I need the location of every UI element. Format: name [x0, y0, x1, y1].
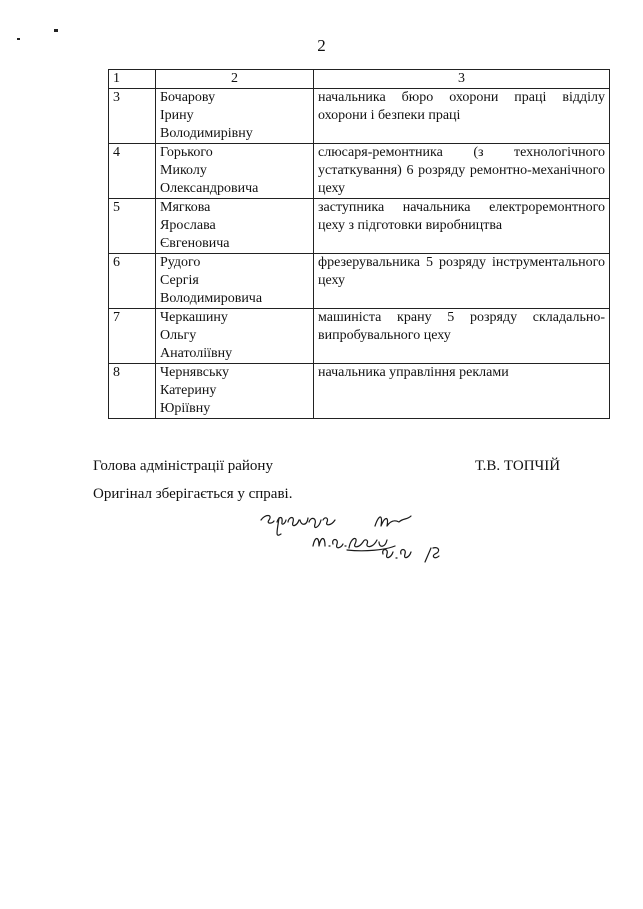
column-header: 2	[156, 70, 314, 89]
patronymic: Юріївну	[160, 401, 211, 416]
position: слюсаря-ремонтника (з технологічного устаткування) 6 розряду ремонтно-механічного цеху	[314, 144, 610, 199]
row-number: 5	[109, 199, 156, 254]
first-name: Миколу	[160, 163, 207, 178]
row-number: 4	[109, 144, 156, 199]
first-name: Катерину	[160, 383, 217, 398]
position: машиніста крану 5 розряду складально-випробувального цеху	[314, 309, 610, 364]
surname: Бочарову	[160, 90, 216, 105]
surname: Рудого	[160, 255, 201, 270]
person-name	[156, 364, 314, 419]
page-number: 2	[317, 36, 326, 55]
signatory-name: Т.В. ТОПЧІЙ	[475, 458, 561, 474]
position: начальника управління реклами	[314, 364, 610, 419]
first-name: Сергія	[160, 273, 199, 288]
surname: Мягкова	[160, 200, 211, 215]
column-header: 1	[109, 70, 156, 89]
first-name: Ольгу	[160, 328, 197, 343]
table-row	[109, 199, 610, 254]
surname: Чернявську	[160, 365, 229, 380]
position: заступника начальника електроремонтного цеху з підготовки виробництва	[314, 199, 610, 254]
first-name: Ярослава	[160, 218, 216, 233]
patronymic: Євгеновича	[160, 236, 230, 251]
signatory-title: Голова адміністрації району	[93, 458, 273, 474]
appointments-table	[108, 69, 610, 419]
table-row	[109, 364, 610, 419]
person-name	[156, 144, 314, 199]
position: начальника бюро охорони праці відділу охорони і безпеки праці	[314, 89, 610, 144]
patronymic: Олександровича	[160, 181, 259, 196]
surname: Горького	[160, 145, 213, 160]
person-name	[156, 89, 314, 144]
table-row	[109, 254, 610, 309]
row-number: 6	[109, 254, 156, 309]
table-header-row	[109, 70, 610, 89]
table-row	[109, 144, 610, 199]
position: фрезерувальника 5 розряду інструментального цеху	[314, 254, 610, 309]
first-name: Ірину	[160, 108, 194, 123]
patronymic: Володимирівну	[160, 126, 253, 141]
person-name	[156, 199, 314, 254]
row-number: 3	[109, 89, 156, 144]
person-name	[156, 309, 314, 364]
scan-speck	[54, 29, 58, 32]
table-row	[109, 89, 610, 144]
surname: Черкашину	[160, 310, 228, 325]
handwritten-certification	[255, 506, 455, 566]
person-name	[156, 254, 314, 309]
column-header: 3	[314, 70, 610, 89]
patronymic: Анатоліївну	[160, 346, 233, 361]
original-note: Оригінал зберігається у справі.	[93, 486, 293, 502]
table-row	[109, 309, 610, 364]
patronymic: Володимировича	[160, 291, 263, 306]
row-number: 8	[109, 364, 156, 419]
row-number: 7	[109, 309, 156, 364]
